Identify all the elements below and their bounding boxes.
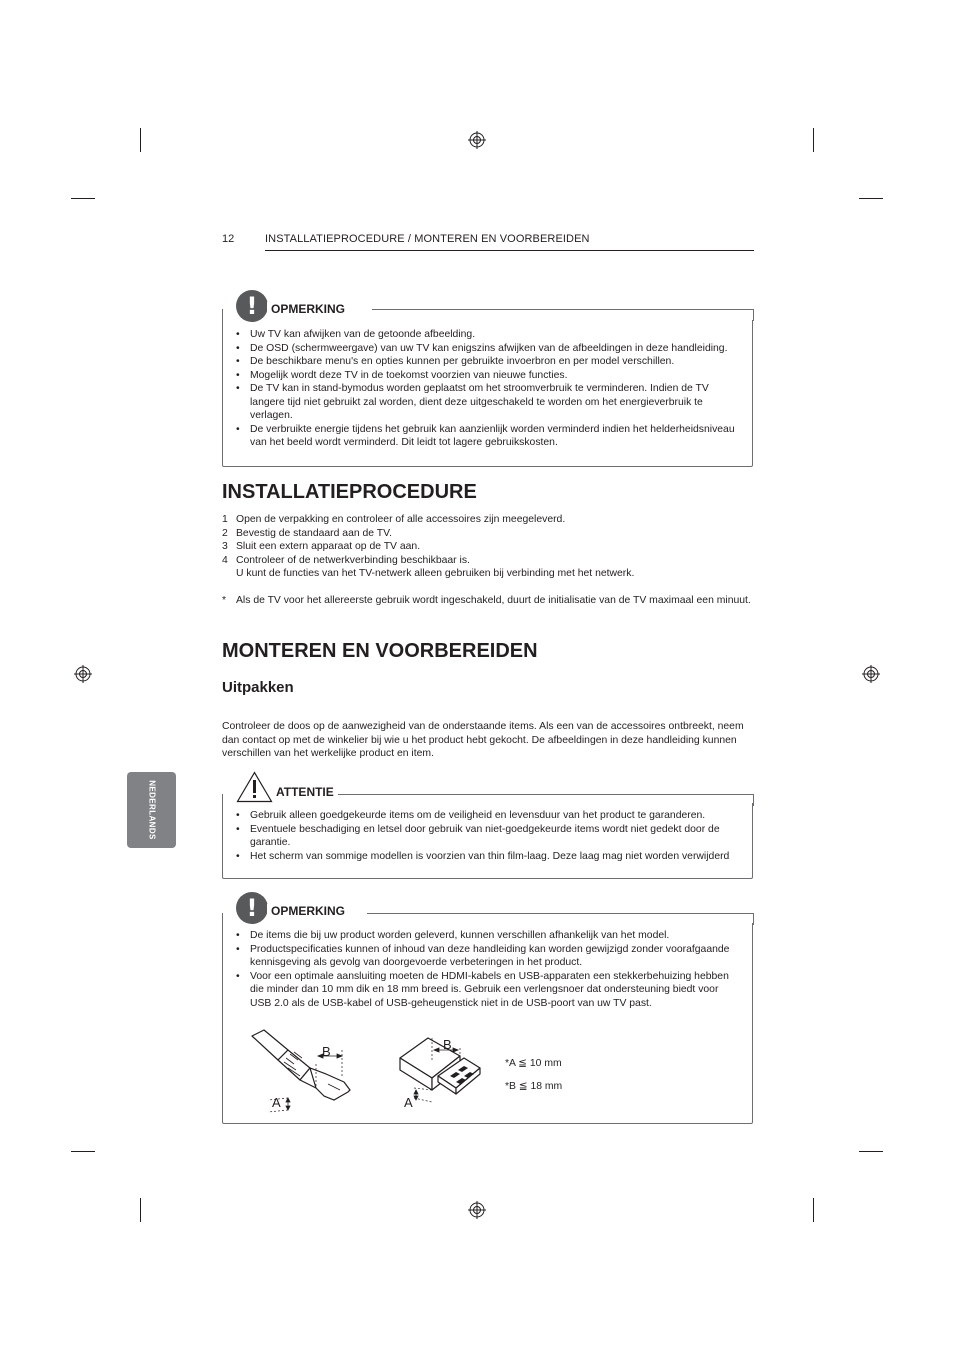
note-border-stub [753, 913, 754, 925]
note-list [236, 328, 742, 450]
intro-paragraph: Controleer de doos op de aanwezigheid van de onderstaande items. Als een van de accessoires ontbreekt, neem dan contact op met de winkelier bij wie u het product hebt gekocht. De afbeeldingen in deze handleiding kunnen verschillen van het werkelijke product en item. [222, 721, 744, 759]
registration-mark-icon [862, 665, 880, 683]
caution-border-stub [753, 794, 754, 806]
footnote: * Als de TV voor het allereerste gebruik wordt ingeschakeld, duurt de initialisatie van de TV maximaal een minuut. [222, 595, 751, 606]
list-item: 2 Bevestig de standaard aan de TV. [222, 527, 392, 539]
crop-mark [859, 1151, 883, 1152]
registration-mark-icon [74, 665, 92, 683]
registration-mark-icon [468, 1201, 486, 1219]
dimension-label-a: A [272, 1095, 281, 1110]
list-item: • Voor een optimale aansluiting moeten de HDMI-kabels en USB-apparaten een stekkerbehuizing hebben die minder dan 10 mm dik en 18 mm breed is. Gebruik een verlengsnoer dat ondersteuning biedt voor USB 2.0 als de USB-kabel of USB-geheugenstick niet in de USB-poort van uw TV past. [236, 970, 742, 1011]
note-header-line [367, 913, 754, 914]
note-box [222, 309, 753, 467]
list-item: • Gebruik alleen goedgekeurde items om de veiligheid en levensduur van het product te garanderen. [236, 809, 742, 823]
note-title: OPMERKING [267, 302, 349, 316]
list-item: 3 Sluit een extern apparaat op de TV aan. [222, 541, 421, 552]
page-number: 12 [222, 233, 235, 245]
crop-mark [140, 128, 141, 152]
note-header-line [372, 309, 754, 310]
list-item: • Uw TV kan afwijken van de getoonde afbeelding. [236, 328, 742, 342]
list-item: • Eventuele beschadiging en letsel door gebruik van niet-goedgekeurde items wordt niet gedekt door de garantie. [236, 823, 742, 850]
list-item: • De verbruikte energie tijdens het gebruik kan aanzienlijk worden verminderd indien het helderheidsniveau van het beeld wordt verminderd. Dit leidt tot lagere gebruikskosten. [236, 423, 742, 450]
subsection-heading: Uitpakken [222, 679, 294, 696]
list-item: 1 Open de verpakking en controleer of alle accessoires zijn meegeleverd. [222, 514, 566, 525]
crop-mark [140, 1198, 141, 1222]
dimension-spec-a: *A ≦ 10 mm [505, 1058, 562, 1069]
note-border-stub [222, 913, 223, 925]
list-item: • Productspecificaties kunnen of inhoud van deze handleiding kan worden gewijzigd zonder voorafgaande kennisgeving als gevolg van doorgevoerde verbeteringen in het product. [236, 943, 742, 970]
exclamation-icon: ! [236, 290, 268, 322]
header-rule [265, 250, 754, 251]
list-item: • De beschikbare menu's en opties kunnen per gebruikte invoerbron en per model verschillen. [236, 355, 742, 369]
caution-header-line [333, 794, 754, 795]
note-title: OPMERKING [267, 904, 349, 918]
list-item: • De TV kan in stand-bymodus worden geplaatst om het stroomverbruik te verminderen. Indien de TV langere tijd niet gebruikt zal worden, dient deze uitgeschakeld te worden om het energieverbruik te verlagen. [236, 382, 742, 423]
crop-mark [813, 1198, 814, 1222]
list-item: • Het scherm van sommige modellen is voorzien van thin film-laag. Deze laag mag niet worden verwijderd [236, 850, 742, 864]
exclamation-icon: ! [236, 892, 268, 924]
list-item: • Mogelijk wordt deze TV in de toekomst voorzien van nieuwe functies. [236, 369, 742, 383]
caution-title: ATTENTIE [272, 785, 338, 799]
note-border-stub [753, 309, 754, 321]
list-item: • De items die bij uw product worden geleverd, kunnen verschillen afhankelijk van het model. [236, 929, 742, 943]
dimension-label-b: B [322, 1044, 331, 1059]
warning-triangle-icon [236, 771, 273, 803]
caution-list [236, 809, 742, 863]
note-list [236, 929, 742, 1010]
caution-border-stub [222, 794, 223, 806]
section-heading: MONTEREN EN VOORBEREIDEN [222, 640, 538, 662]
crop-mark [813, 128, 814, 152]
registration-mark-icon [468, 131, 486, 149]
language-tab: NEDERLANDS [127, 772, 176, 848]
step-note: U kunt de functies van het TV-netwerk alleen gebruiken bij verbinding met het netwerk. [236, 568, 635, 579]
dimension-label-a: A [404, 1095, 413, 1110]
section-heading: INSTALLATIEPROCEDURE [222, 481, 477, 503]
crop-mark [71, 1151, 95, 1152]
crop-mark [859, 198, 883, 199]
note-border-stub [222, 309, 223, 321]
hdmi-connector-illustration [248, 1028, 360, 1114]
caution-box [222, 794, 753, 879]
list-item: 4 Controleer of de netwerkverbinding beschikbaar is. [222, 554, 470, 566]
dimension-label-b: B [443, 1037, 452, 1052]
crop-mark [71, 198, 95, 199]
list-item: • De OSD (schermweergave) van uw TV kan enigszins afwijken van de afbeeldingen in deze handleiding. [236, 342, 742, 356]
dimension-spec-b: *B ≦ 18 mm [505, 1081, 563, 1092]
steps-list [222, 513, 752, 581]
running-header: INSTALLATIEPROCEDURE / MONTEREN EN VOORBEREIDEN [265, 233, 590, 245]
